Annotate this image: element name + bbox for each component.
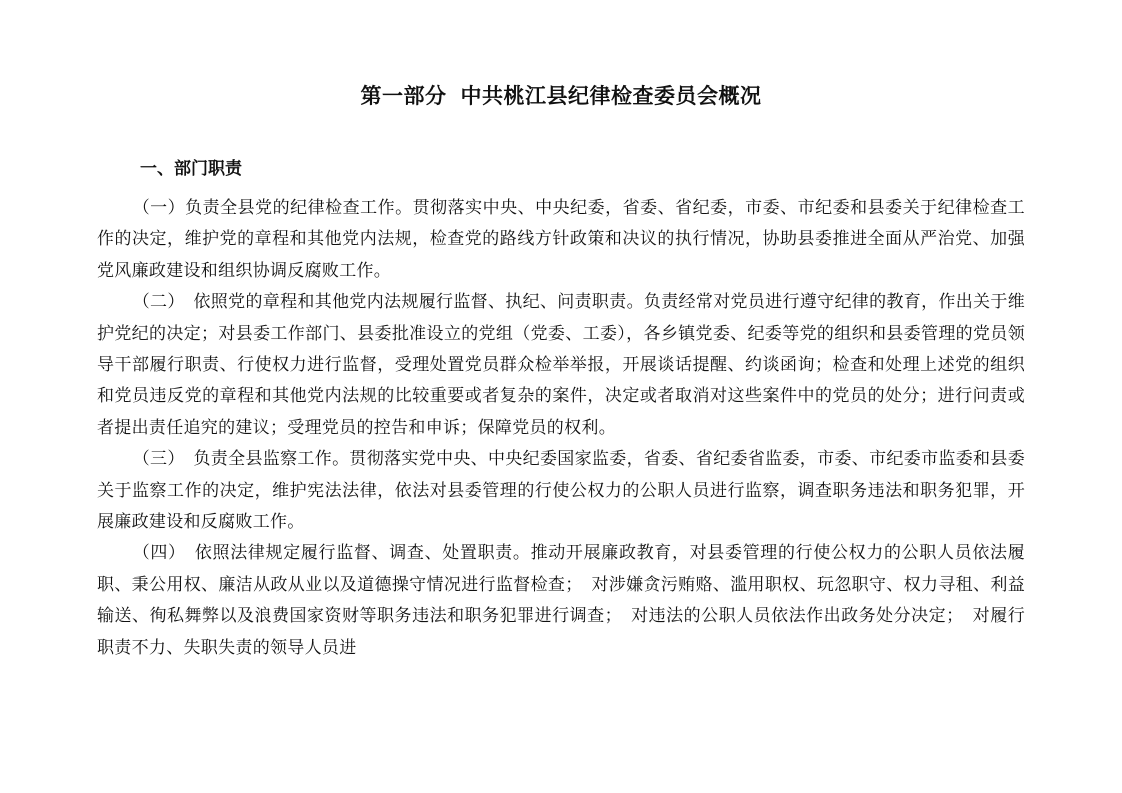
paragraph-1: （一）负责全县党的纪律检查工作。贯彻落实中央、中央纪委，省委、省纪委，市委、市纪委和县委关于纪律检查工作的决定，维护党的章程和其他党内法规，检查党的路线方针政策和决议的执行情况，协助县委推进全面从严治党、加强党风廉政建设和组织协调反腐败工作。 (97, 198, 1025, 281)
title-organization: 中共桃江县纪律检查委员会概况 (460, 84, 762, 108)
paragraph-3: （三） 负责全县监察工作。贯彻落实党中央、中央纪委国家监委，省委、省纪委省监委，市委、市纪委市监委和县委关于监察工作的决定，维护宪法法律，依法对县委管理的行使公权力的公职人员进行监察，调查职务违法和职务犯罪，开展廉政建设和反腐败工作。 (97, 449, 1025, 533)
paragraph-4: （四） 依照法律规定履行监督、调查、处置职责。推动开展廉政教育，对县委管理的行使公权力的公职人员依法履职、秉公用权、廉洁从政从业以及道德操守情况进行监督检查； 对涉嫌贪污贿赂、滥用职权、玩忽职守、权力寻租、利益输送、徇私舞弊以及浪费国家资财等职务违法和职务犯罪进行调查； 对违法的公职人员依法作出政务处分决定； 对履行职责不力、失职失责的领导人员进 (97, 543, 1025, 658)
title-part: 第一部分 (360, 84, 447, 108)
body-text (97, 193, 1025, 664)
document-title (0, 82, 1122, 110)
paragraph-2: （二） 依照党的章程和其他党内法规履行监督、执纪、问责职责。负责经常对党员进行遵守纪律的教育，作出关于维护党纪的决定；对县委工作部门、县委批准设立的党组（党委、工委），各乡镇党委、纪委等党的组织和县委管理的党员领导干部履行职责、行使权力进行监督，受理处置党员群众检举举报，开展谈话提醒、约谈函询；检查和处理上述党的组织和党员违反党的章程和其他党内法规的比较重要或者复杂的案件，决定或者取消对这些案件中的党员的处分；进行问责或者提出责任追究的建议；受理党员的控告和申诉；保障党员的权利。 (97, 292, 1025, 438)
section-heading: 一、部门职责 (140, 159, 242, 179)
